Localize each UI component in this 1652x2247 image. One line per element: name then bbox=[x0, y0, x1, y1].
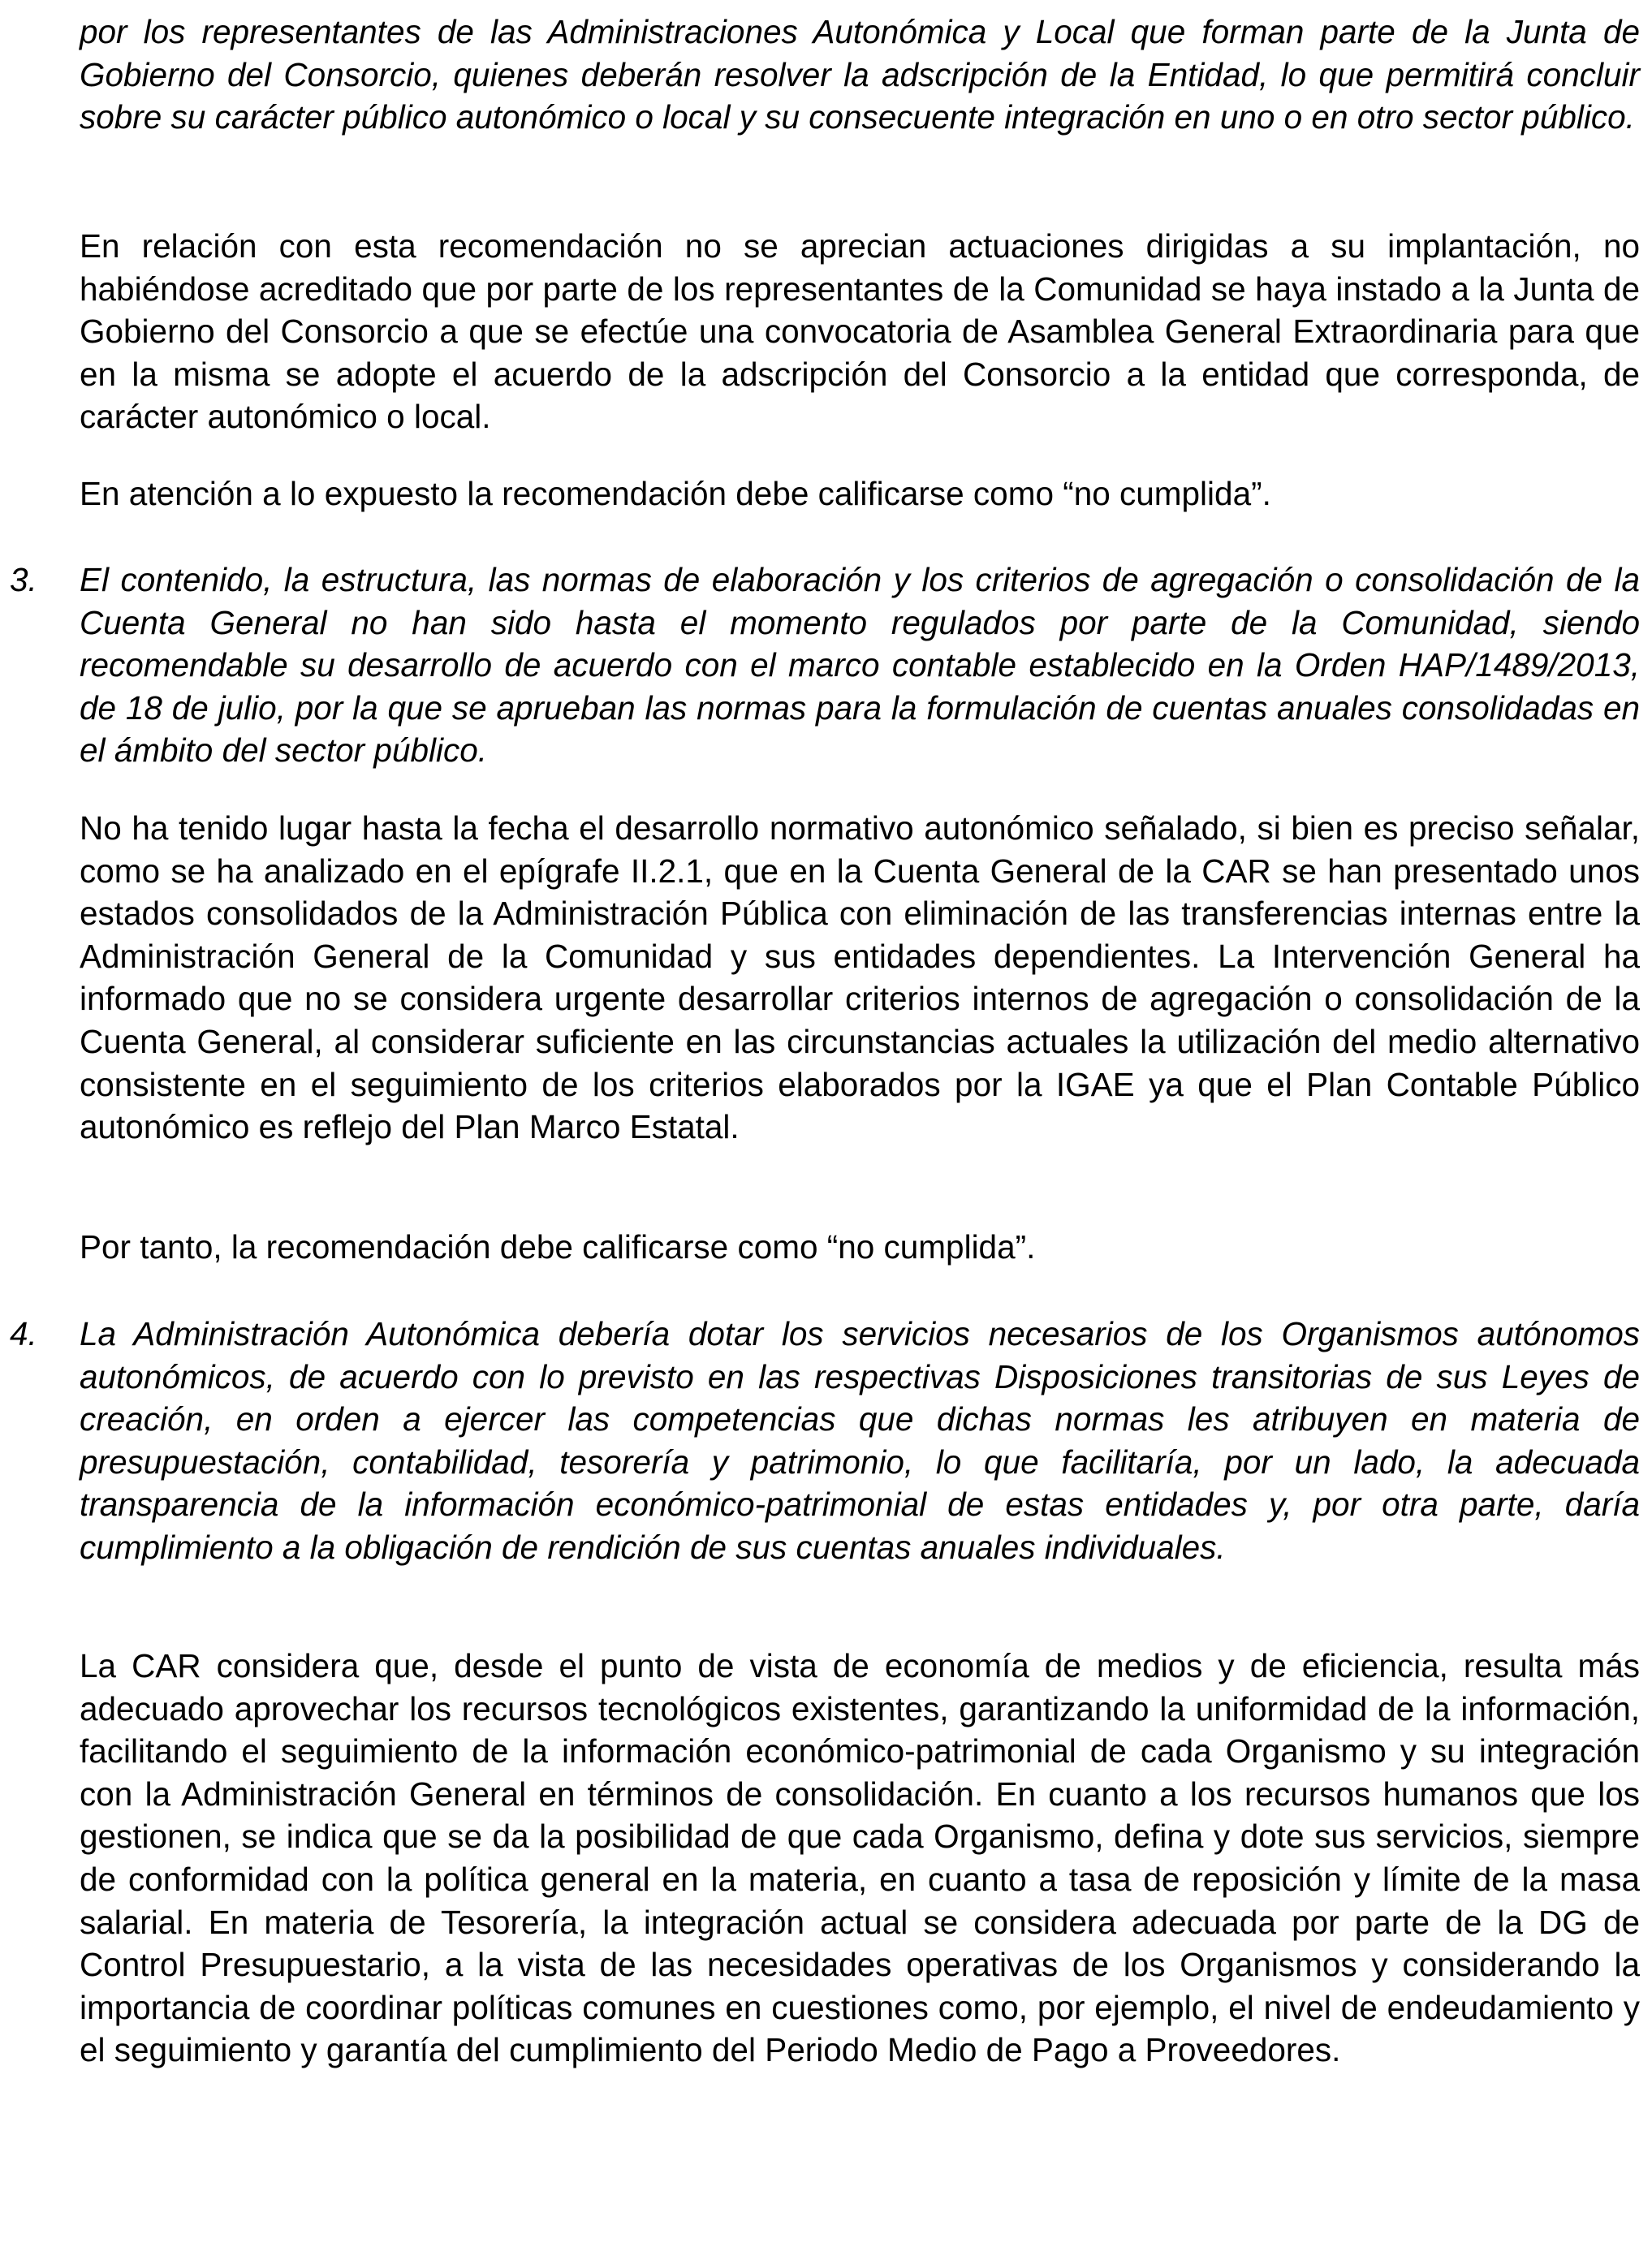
recommendation-2-continuation: por los representantes de las Administraciones Autonómica y Local que forman parte de la Junta de Gobierno del Consorcio, quienes deberán resolver la adscripción de la Entidad, lo que permitirá concluir sobre su carácter público autonómico o local y su consecuente integración en uno o en otro sector público. bbox=[80, 13, 1640, 136]
recommendation-3-text: El contenido, la estructura, las normas de elaboración y los criterios de agregación o consolidación de la Cuenta General no han sido hasta el momento regulados por parte de la Comunidad, siendo recomendable su desarrollo de acuerdo con el marco contable establecido en la Orden HAP/1489/2013, de 18 de julio, por la que se aprueban las normas para la formulación de cuentas anuales consolidadas en el ámbito del sector público. bbox=[80, 561, 1640, 770]
recommendation-3-conclusion: Por tanto, la recomendación debe calificarse como “no cumplida”. bbox=[80, 1228, 1036, 1266]
recommendation-4-number: 4. bbox=[10, 1315, 37, 1352]
recommendation-3-number: 3. bbox=[10, 561, 37, 598]
recommendation-2-assessment: En relación con esta recomendación no se aprecian actuaciones dirigidas a su implantación, no habiéndose acreditado que por parte de los representantes de la Comunidad se haya instado a la Junta de Gobierno del Consorcio a que se efectúe una convocatoria de Asamblea General Extraordinaria para que en la misma se adopte el acuerdo de la adscripción del Consorcio a la entidad que corresponda, de carácter autonómico o local. bbox=[80, 227, 1640, 436]
recommendation-3-assessment: No ha tenido lugar hasta la fecha el desarrollo normativo autonómico señalado, si bien es preciso señalar, como se ha analizado en el epígrafe II.2.1, que en la Cuenta General de la CAR se han presentado unos estados consolidados de la Administración Pública con eliminación de las transferencias internas entre la Administración General de la Comunidad y sus entidades dependientes. La Intervención General ha informado que no se considera urgente desarrollar criterios internos de agregación o consolidación de la Cuenta General, al considerar suficiente en las circunstancias actuales la utilización del medio alternativo consistente en el seguimiento de los criterios elaborados por la IGAE ya que el Plan Contable Público autonómico es reflejo del Plan Marco Estatal. bbox=[80, 809, 1640, 1146]
recommendation-4-text: La Administración Autonómica debería dotar los servicios necesarios de los Organismos autónomos autonómicos, de acuerdo con lo previsto en las respectivas Disposiciones transitorias de sus Leyes de creación, en orden a ejercer las competencias que dichas normas les atribuyen en materia de presupuestación, contabilidad, tesorería y patrimonio, lo que facilitaría, por un lado, la adecuada transparencia de la información económico-patrimonial de estas entidades y, por otra parte, daría cumplimiento a la obligación de rendición de sus cuentas anuales individuales. bbox=[80, 1315, 1640, 1566]
recommendation-4-assessment: La CAR considera que, desde el punto de vista de economía de medios y de eficiencia, resulta más adecuado aprovechar los recursos tecnológicos existentes, garantizando la uniformidad de la información, facilitando el seguimiento de la información económico-patrimonial de cada Organismo y su integración con la Administración General en términos de consolidación. En cuanto a los recursos humanos que los gestionen, se indica que se da la posibilidad de que cada Organismo, defina y dote sus servicios, siempre de conformidad con la política general en la materia, en cuanto a tasa de reposición y límite de la masa salarial. En materia de Tesorería, la integración actual se considera adecuada por parte de la DG de Control Presupuestario, a la vista de las necesidades operativas de los Organismos y considerando la importancia de coordinar políticas comunes en cuestiones como, por ejemplo, el nivel de endeudamiento y el seguimiento y garantía del cumplimiento del Periodo Medio de Pago a Proveedores. bbox=[80, 1647, 1640, 2069]
recommendation-2-conclusion: En atención a lo expuesto la recomendación debe calificarse como “no cumplida”. bbox=[80, 475, 1271, 512]
